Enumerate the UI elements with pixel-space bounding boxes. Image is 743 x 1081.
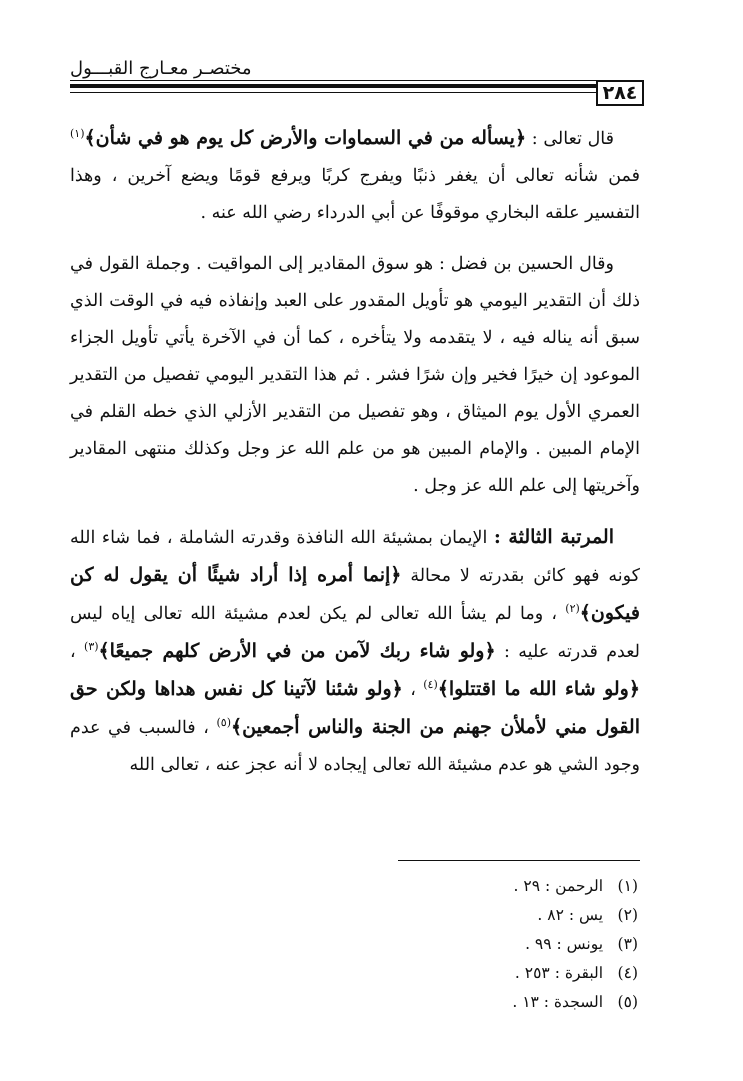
quran-quote-4: ﴿ولو شاء الله ما اقتتلوا﴾ bbox=[437, 678, 640, 700]
footnote-item bbox=[380, 930, 638, 959]
p3-part-d: ، bbox=[402, 680, 424, 700]
paragraph-2: وقال الحسين بن فضل : هو سوق المقادير إلى المواقيت . وجملة القول في ذلك أن التقدير اليومي هو تأويل المقدور على العبد وإنفاذه فيه في الوقت الذي سبق أنه يناله فيه ، لا يتقدمه ولا يتأخره ، كما أن في الآخرة يأتي تأويل الجزاء الموعود إن خيرًا فخير وإن شرًا فشر . ثم هذا التقدير اليومي تفصيل من التقدير العمري الأول يوم الميثاق ، وهو تفصيل من التقدير الأزلي الذي خطه القلم في الإمام المبين . والإمام المبين هو من علم الله عز وجل وكذلك منتهى المقادير وآخريتها إلى علم الله عز وجل . bbox=[70, 254, 640, 496]
footnote-ref-2: (٢) bbox=[565, 602, 580, 616]
footnote-item bbox=[380, 872, 638, 901]
p3-part-e: ، فالسبب في عدم وجود الشي هو عدم مشيئة الله تعالى إيجاده لا أنه عجز عنه ، تعالى الله bbox=[70, 718, 640, 775]
footnote-separator bbox=[398, 860, 640, 861]
header-rule-bottom bbox=[70, 92, 598, 93]
footnote-text: الرحمن : ٢٩ . bbox=[513, 877, 604, 895]
quran-quote-2: ﴿إنما أمره إذا أراد شيئًا أن يقول له كن فيكون﴾ bbox=[70, 564, 640, 624]
footnote-ref-1: (١) bbox=[70, 127, 85, 141]
footnote-item bbox=[380, 988, 638, 1017]
quran-quote-3: ﴿ولو شاء ربك لآمن من في الأرض كلهم جميعًا﴾ bbox=[98, 640, 496, 662]
footnote-item bbox=[380, 901, 638, 930]
p3-part-a: الإيمان بمشيئة الله النافذة وقدرته الشاملة ، فما شاء الله كونه فهو كائن بقدرته لا محالة bbox=[70, 528, 640, 586]
quran-quote-1: ﴿يسأله من في السماوات والأرض كل يوم هو في شأن﴾ bbox=[84, 127, 527, 149]
header-rule-top bbox=[70, 80, 598, 81]
footnote-number: (٢) bbox=[617, 906, 638, 924]
footnote-number: (٣) bbox=[617, 935, 638, 953]
section-heading: المرتبة الثالثة : bbox=[493, 526, 614, 548]
footnote-text: يس : ٨٢ . bbox=[537, 906, 604, 924]
footnote-number: (٤) bbox=[617, 964, 638, 982]
p1-body: فمن شأنه تعالى أن يغفر ذنبًا ويفرج كربًا ويرفع قومًا ويضع آخرين ، وهذا التفسير علقه البخاري موقوفًا عن أبي الدرداء رضي الله عنه . bbox=[70, 166, 640, 223]
p3-part-c: ، bbox=[70, 642, 85, 662]
footnote-item bbox=[380, 959, 638, 988]
footnote-text: السجدة : ١٣ . bbox=[512, 993, 604, 1011]
p3-part-b: ، وما لم يشأ الله تعالى لم يكن لعدم مشيئة الله تعالى إياه ليس لعدم قدرته عليه : bbox=[70, 604, 640, 662]
p1-intro: قال تعالى : bbox=[531, 129, 614, 149]
quran-quote-5: ﴿ولو شئنا لآتينا كل نفس هداها ولكن حق القول مني لأملأن جهنم من الجنة والناس أجمعين﴾ bbox=[70, 678, 640, 738]
footnote-ref-4: (٤) bbox=[423, 678, 438, 692]
paragraph-3 bbox=[70, 519, 640, 784]
running-header-title: مختصـر معـارج القبـــول bbox=[70, 58, 252, 79]
header-rule-thick bbox=[70, 84, 598, 88]
footnote-number: (٥) bbox=[617, 993, 638, 1011]
footnotes bbox=[380, 872, 638, 1017]
page-number: ٢٨٤ bbox=[596, 80, 644, 106]
footnote-text: البقرة : ٢٥٣ . bbox=[514, 964, 604, 982]
paragraph-1 bbox=[70, 120, 640, 232]
footnote-ref-5: (٥) bbox=[216, 716, 231, 730]
footnote-ref-3: (٣) bbox=[84, 640, 99, 654]
footnote-number: (١) bbox=[617, 877, 638, 895]
footnote-text: يونس : ٩٩ . bbox=[525, 935, 604, 953]
main-text bbox=[70, 120, 640, 798]
